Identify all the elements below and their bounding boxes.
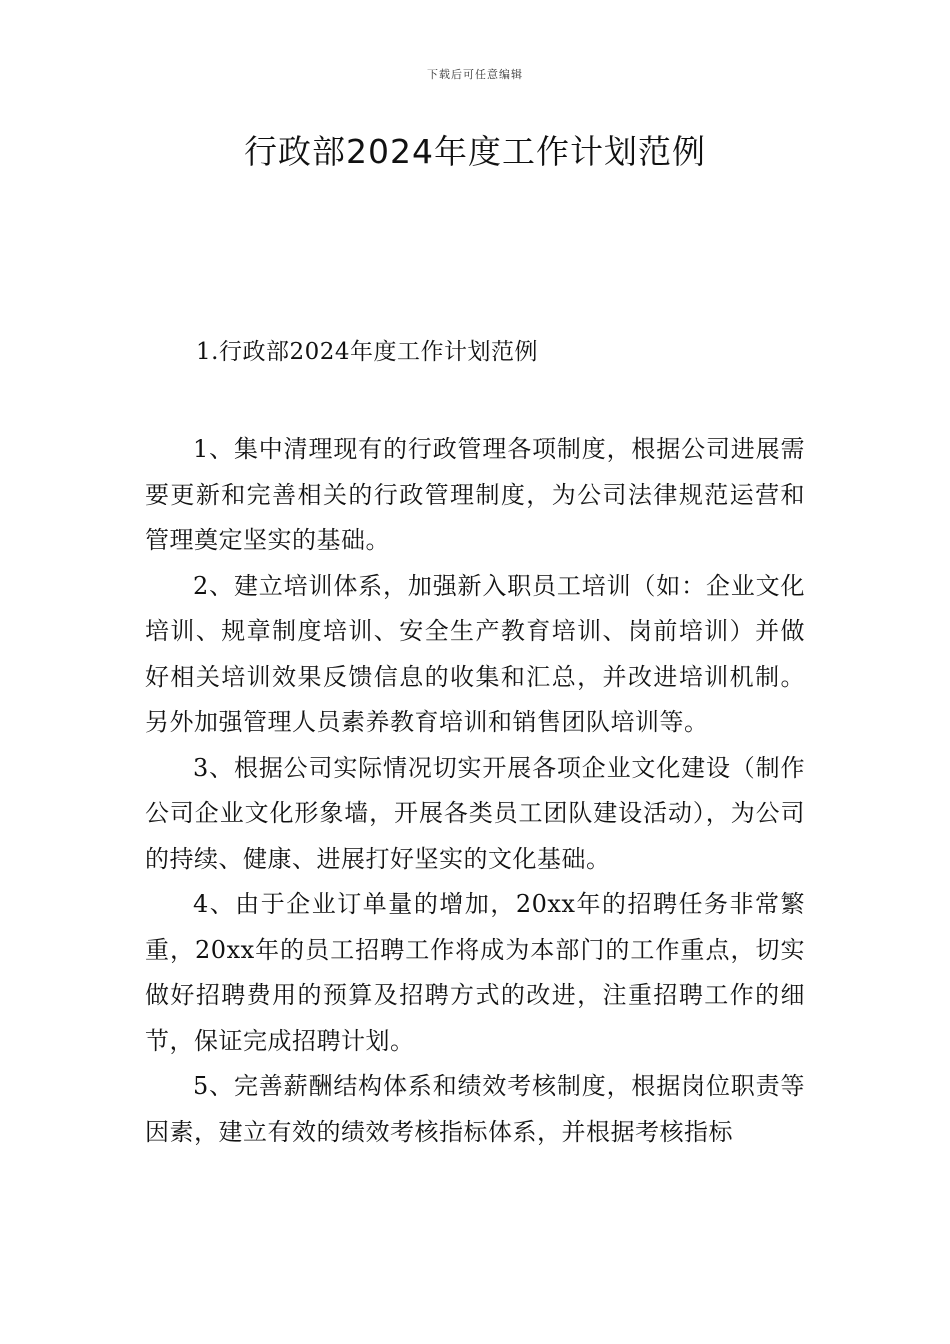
paragraph-1: 1、集中清理现有的行政管理各项制度，根据公司进展需要更新和完善相关的行政管理制度，为公司法律规范运营和管理奠定坚实的基础。 (145, 435, 805, 554)
header-note: 下载后可任意编辑 (427, 68, 523, 81)
section-heading: 1.行政部2024年度工作计划范例 (196, 339, 538, 365)
paragraph-3: 3、根据公司实际情况切实开展各项企业文化建设（制作公司企业文化形象墙，开展各类员工团队建设活动），为公司的持续、健康、进展打好坚实的文化基础。 (145, 753, 805, 873)
document-title: 行政部2024年度工作计划范例 (244, 132, 706, 171)
body-text (145, 427, 805, 1155)
paragraph-5: 5、完善薪酬结构体系和绩效考核制度，根据岗位职责等因素，建立有效的绩效考核指标体系，并根据考核指标 (145, 1072, 805, 1146)
paragraph-4: 4、由于企业订单量的增加，20xx年的招聘任务非常繁重，20xx年的员工招聘工作将成为本部门的工作重点，切实做好招聘费用的预算及招聘方式的改进，注重招聘工作的细节，保证完成招聘计划。 (145, 890, 805, 1055)
paragraph-2: 2、建立培训体系，加强新入职员工培训（如：企业文化培训、规章制度培训、安全生产教育培训、岗前培训）并做好相关培训效果反馈信息的收集和汇总，并改进培训机制。另外加强管理人员素养教育培训和销售团队培训等。 (145, 571, 805, 736)
